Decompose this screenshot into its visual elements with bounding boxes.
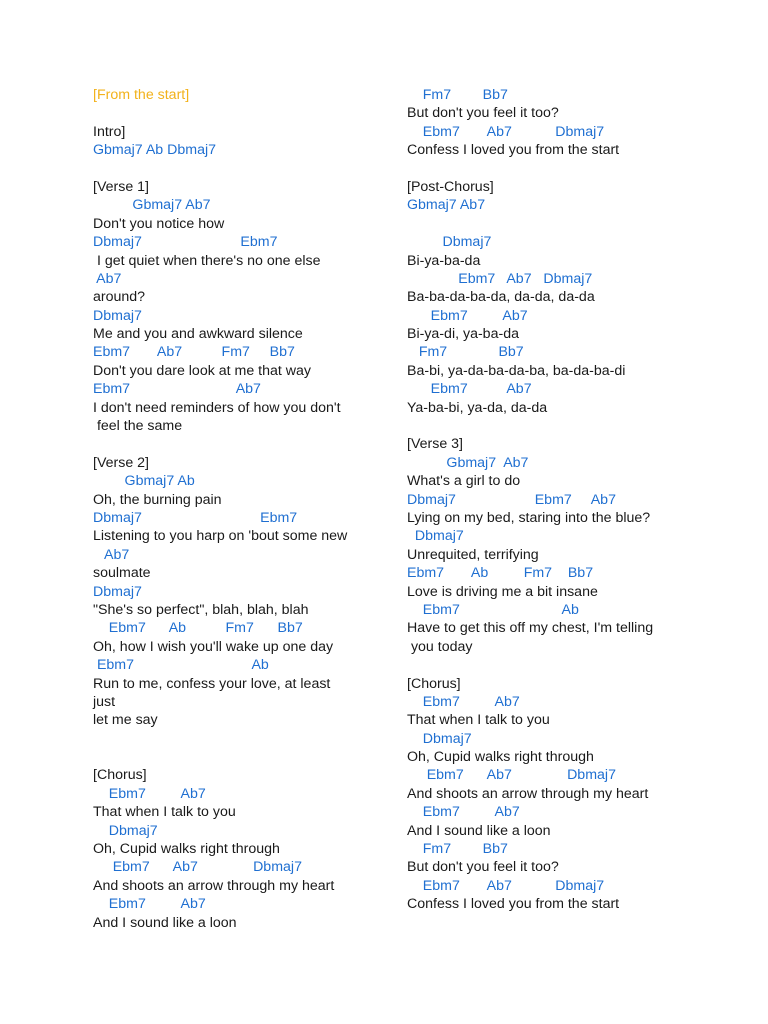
section-heading: [Verse 3] [407,436,463,453]
lyric-line: Run to me, confess your love, at least [93,675,331,692]
section-heading: [Verse 1] [93,178,149,195]
chord-line: Dbmaj7 [407,234,492,251]
chord-line: Dbmaj7 Ebm7 [93,234,278,251]
lyric-line: Oh, Cupid walks right through [407,749,594,766]
lyric-line: Unrequited, terrifying [407,546,539,563]
chord-line: Ebm7 Ab7 [407,307,528,324]
lyric-line: Confess I loved you from the start [407,142,620,159]
chord-line: Ebm7 Ab Fm7 Bb7 [407,565,594,582]
lyric-line: That when I talk to you [407,712,550,729]
chord-line: Ebm7 Ab7 [93,785,206,802]
blank-line [407,160,707,178]
lyric-line: But don't you feel it too? [407,105,559,122]
chord-line: Gbmaj7 Ab7 [407,197,486,214]
chord-line: Fm7 Bb7 [407,841,508,858]
chord-line: Dbmaj7 [93,307,142,324]
lyric-line: Love is driving me a bit insane [407,583,598,600]
lyric-line: feel the same [93,418,183,435]
blank-line [407,215,707,233]
chord-line: Gbmaj7 Ab [93,473,195,490]
lyric-line: Bi-ya-ba-da [407,252,481,269]
chord-line: Gbmaj7 Ab7 [407,454,529,471]
chord-line: Fm7 Bb7 [407,344,524,361]
lyric-line: you today [407,638,473,655]
right-column [407,86,707,914]
lyric-line: But don't you feel it too? [407,859,559,876]
blank-line [93,730,393,748]
lyric-line: Oh, Cupid walks right through [93,841,280,858]
chord-line: Ebm7 Ab7 [407,381,532,398]
chord-line: Ebm7 Ab [407,601,579,618]
chord-line: Dbmaj7 [93,583,142,600]
chord-line: Dbmaj7 Ebm7 [93,509,298,526]
blank-line [407,417,707,435]
left-column [93,86,393,932]
lyric-line: Don't you dare look at me that way [93,362,312,379]
lyric-line: Ba-ba-da-ba-da, da-da, da-da [407,289,595,306]
section-heading: [Post-Chorus] [407,178,494,195]
lyric-line: That when I talk to you [93,804,236,821]
chord-line: Ebm7 Ab7 Dbmaj7 [407,123,605,140]
chord-line: Ab7 [93,546,130,563]
lyric-line: just [93,693,116,710]
lyric-line: "She's so perfect", blah, blah, blah [93,601,309,618]
lyric-line: I get quiet when there's no one else [93,252,321,269]
lyric-line: Listening to you harp on 'bout some new [93,528,348,545]
lyric-line: Ya-ba-bi, ya-da, da-da [407,399,548,416]
blank-line [93,748,393,766]
chord-line: Ebm7 Ab7 [407,693,520,710]
lyric-line: Oh, the burning pain [93,491,222,508]
chord-line: Dbmaj7 [93,822,158,839]
lyric-line: And I sound like a loon [93,914,237,931]
lyric-line: Confess I loved you from the start [407,896,620,913]
lyric-line: Ba-bi, ya-da-ba-da-ba, ba-da-ba-di [407,362,626,379]
lyric-line: Me and you and awkward silence [93,326,303,343]
section-heading: Intro] [93,123,126,140]
chord-line: Dbmaj7 [407,730,472,747]
blank-line [93,160,393,178]
lyric-line: And I sound like a loon [407,822,551,839]
lyric-line: Lying on my bed, staring into the blue? [407,509,651,526]
lyric-line: around? [93,289,146,306]
chord-line: Ebm7 Ab7 Dbmaj7 [407,270,593,287]
section-heading: [Chorus] [407,675,461,692]
lyric-line: I don't need reminders of how you don't [93,399,341,416]
chord-line: Ebm7 Ab7 Dbmaj7 [407,877,605,894]
chord-line: Ebm7 Ab7 [93,381,261,398]
chord-line: Ab7 [93,270,122,287]
chord-line: Gbmaj7 Ab Dbmaj7 [93,142,217,159]
lyric-line: soulmate [93,565,151,582]
chord-line: Gbmaj7 Ab7 [93,197,211,214]
chord-line: Ebm7 Ab7 Dbmaj7 [407,767,616,784]
lyric-line: And shoots an arrow through my heart [93,877,335,894]
chord-line: Ebm7 Ab7 [407,804,520,821]
lyric-line: let me say [93,712,158,729]
lyric-line: And shoots an arrow through my heart [407,785,649,802]
blank-line [407,656,707,674]
lyric-line: Have to get this off my chest, I'm telling [407,620,654,637]
blank-line [93,104,393,122]
chord-line: Ebm7 Ab7 [93,896,206,913]
chord-line: Ebm7 Ab7 Fm7 Bb7 [93,344,295,361]
section-heading: [Chorus] [93,767,147,784]
chord-line: Ebm7 Ab Fm7 Bb7 [93,620,303,637]
section-heading: [Verse 2] [93,454,149,471]
lyric-line: Oh, how I wish you'll wake up one day [93,638,334,655]
chord-line: Ebm7 Ab [93,657,269,674]
chord-line: Dbmaj7 Ebm7 Ab7 [407,491,616,508]
lyric-line: Don't you notice how [93,215,225,232]
blank-line [93,435,393,453]
chord-line: Fm7 Bb7 [407,87,508,103]
lyric-line: What's a girl to do [407,473,521,490]
lyric-line: Bi-ya-di, ya-ba-da [407,326,519,343]
chord-line: Ebm7 Ab7 Dbmaj7 [93,859,302,876]
chord-line: Dbmaj7 [407,528,464,545]
note-line: [From the start] [93,87,190,103]
